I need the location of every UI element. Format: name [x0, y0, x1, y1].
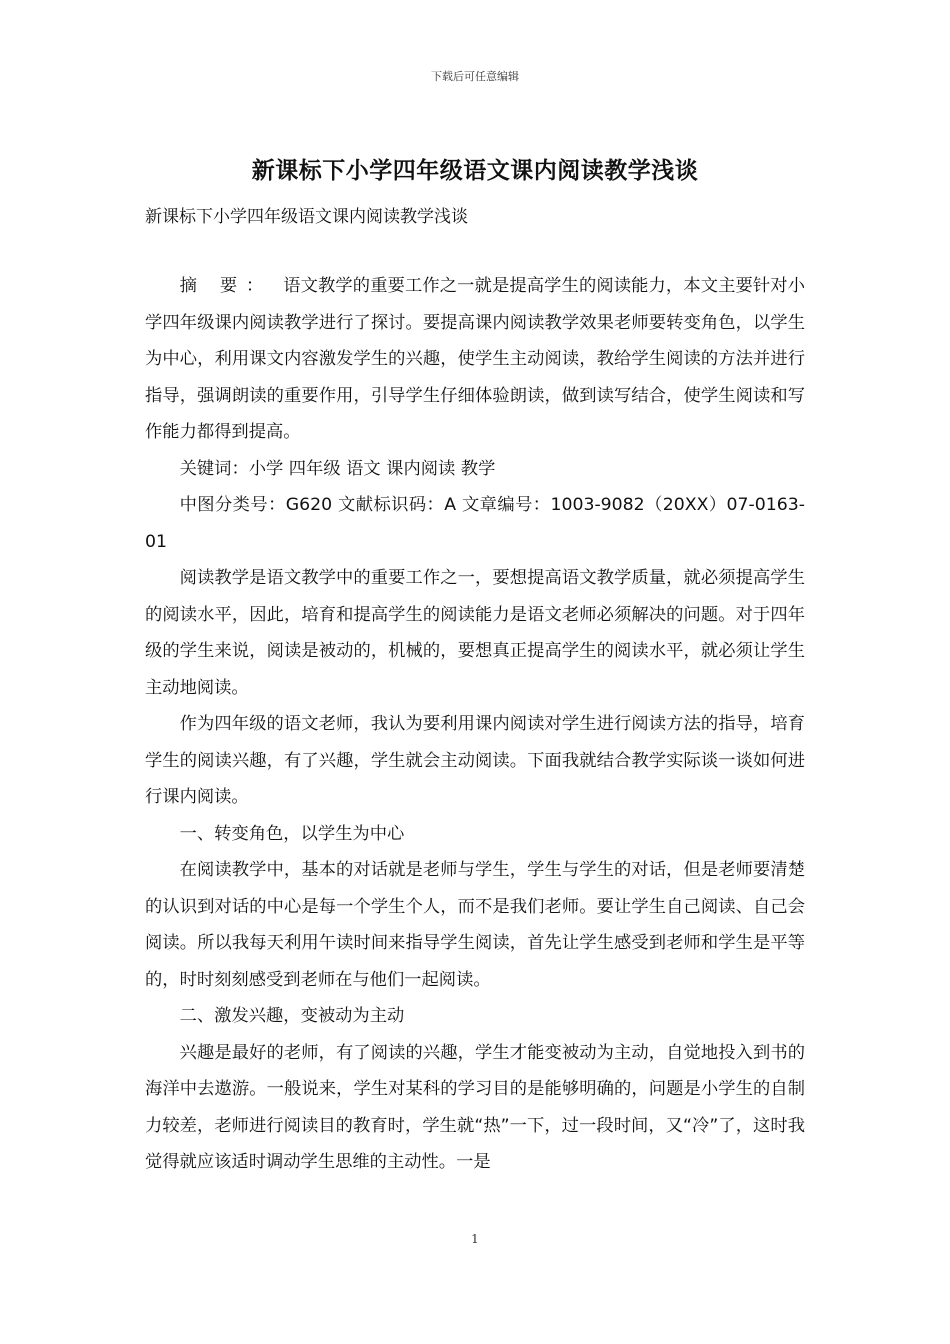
abstract-paragraph	[145, 268, 805, 451]
abstract-text: 语文教学的重要工作之一就是提高学生的阅读能力，本文主要针对小学四年级课内阅读教学进行了探讨。要提高课内阅读教学效果老师要转变角色，以学生为中心，利用课文内容激发学生的兴趣，使学生主动阅读，教给学生阅读的方法并进行指导，强调朗读的重要作用，引导学生仔细体验朗读，做到读写结合，使学生阅读和写作能力都得到提高。	[145, 276, 805, 442]
body-paragraph-1: 阅读教学是语文教学中的重要工作之一，要想提高语文教学质量，就必须提高学生的阅读水平，因此，培育和提高学生的阅读能力是语文老师必须解决的问题。对于四年级的学生来说，阅读是被动的，机械的，要想真正提高学生的阅读水平，就必须让学生主动地阅读。	[145, 568, 805, 698]
abstract-label: 摘 要：	[179, 276, 272, 296]
page-number: 1	[471, 1232, 479, 1246]
body-paragraph-2: 作为四年级的语文老师，我认为要利用课内阅读对学生进行阅读方法的指导，培育学生的阅读兴趣，有了兴趣，学生就会主动阅读。下面我就结合教学实际谈一谈如何进行课内阅读。	[145, 714, 805, 807]
section-heading-1: 一、转变角色，以学生为中心	[179, 823, 405, 844]
header-note: 下载后可任意编辑	[431, 70, 519, 83]
body-paragraph-3: 在阅读教学中，基本的对话就是老师与学生，学生与学生的对话，但是老师要清楚的认识到对话的中心是每一个学生个人，而不是我们老师。要让学生自己阅读、自己会阅读。所以我每天利用午读时间来指导学生阅读，首先让学生感受到老师和学生是平等的，时时刻刻感受到老师在与他们一起阅读。	[145, 860, 805, 990]
document-subtitle: 新课标下小学四年级语文课内阅读教学浅谈	[145, 207, 468, 227]
body-paragraph-4: 兴趣是最好的老师，有了阅读的兴趣，学生才能变被动为主动，自觉地投入到书的海洋中去遨游。一般说来，学生对某科的学习目的是能够明确的，问题是小学生的自制力较差，老师进行阅读目的教育时，学生就“热”一下，过一段时间，又“冷”了，这时我觉得就应该适时调动学生思维的主动性。一是	[145, 1042, 805, 1172]
document-body	[145, 268, 805, 1181]
section-heading-2: 二、激发兴趣，变被动为主动	[179, 1006, 405, 1026]
document-title: 新课标下小学四年级语文课内阅读教学浅谈	[251, 158, 699, 184]
classification-line: 中图分类号：G620 文献标识码：A 文章编号：1003-9082（20XX）07-0163-01	[145, 495, 805, 552]
keywords-line: 关键词：小学 四年级 语文 课内阅读 教学	[179, 458, 496, 479]
